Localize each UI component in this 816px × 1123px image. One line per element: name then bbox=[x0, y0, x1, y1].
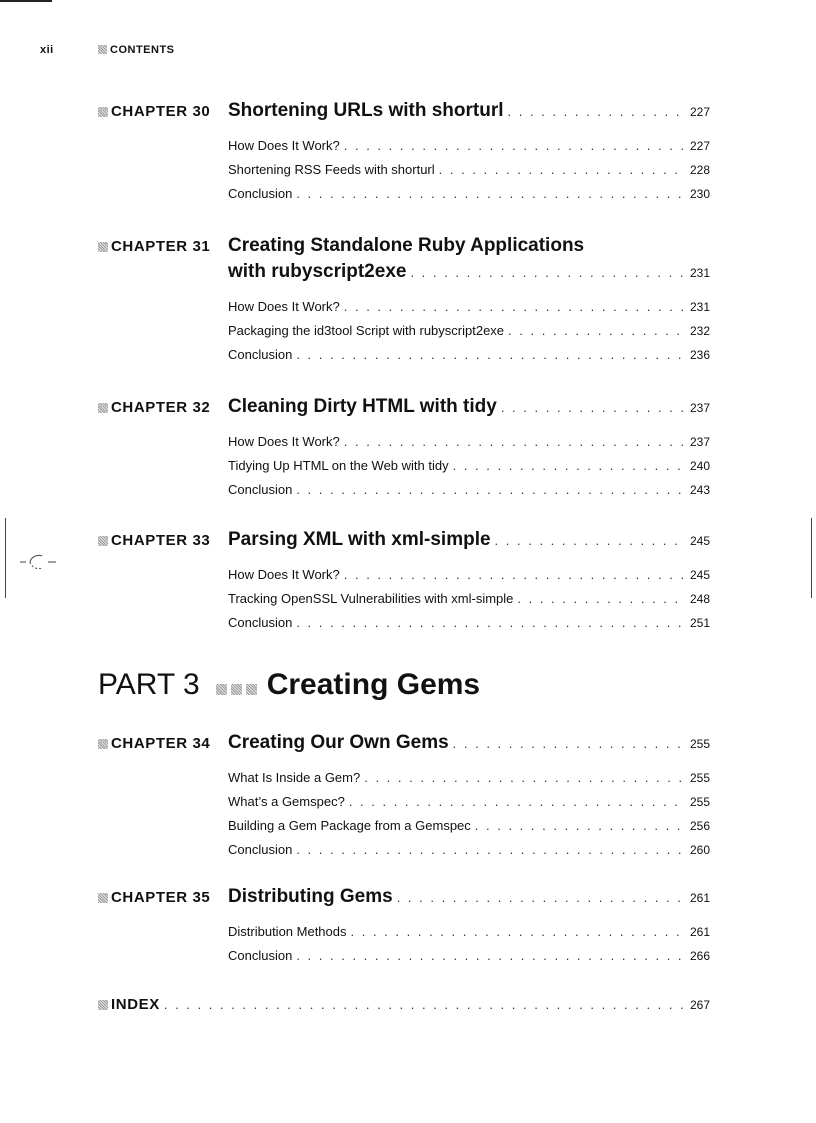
chapter-page: 261 bbox=[689, 891, 710, 905]
chapter-title[interactable]: Cleaning Dirty HTML with tidy bbox=[228, 396, 497, 417]
chapter-title-row[interactable] bbox=[228, 884, 710, 910]
section-entry[interactable]: How Does It Work? . . . 231 bbox=[228, 295, 710, 319]
index-entry[interactable] bbox=[98, 996, 710, 1013]
section-list bbox=[228, 766, 710, 862]
section-entry[interactable]: Conclusion . . . 251 bbox=[228, 611, 710, 635]
section-list bbox=[228, 295, 710, 367]
chapter-page: 237 bbox=[689, 401, 710, 415]
section-list bbox=[228, 920, 710, 968]
index-label[interactable]: INDEX bbox=[98, 996, 160, 1013]
block-ornament-icon bbox=[216, 684, 227, 695]
chapter-33 bbox=[98, 527, 710, 635]
block-ornament-icon bbox=[98, 536, 108, 546]
section-list bbox=[228, 563, 710, 635]
section-entry[interactable]: Tidying Up HTML on the Web with tidy . . . 240 bbox=[228, 454, 710, 478]
part-ornament bbox=[216, 668, 261, 702]
index-page: 267 bbox=[689, 998, 710, 1012]
section-entry[interactable]: Conclusion . . . 236 bbox=[228, 343, 710, 367]
block-ornament-icon bbox=[98, 893, 108, 903]
chapter-title-row[interactable] bbox=[228, 394, 710, 420]
chapter-page: 231 bbox=[689, 266, 710, 280]
registration-mark-icon bbox=[4, 548, 60, 576]
chapter-label: CHAPTER 31 bbox=[98, 238, 228, 255]
dot-leader bbox=[508, 104, 686, 119]
block-ornament-icon bbox=[98, 1000, 108, 1010]
section-entry[interactable]: Conclusion . . . 266 bbox=[228, 944, 710, 968]
chapter-title-row[interactable] bbox=[228, 98, 710, 124]
chapter-31 bbox=[98, 233, 710, 367]
chapter-label: CHAPTER 35 bbox=[98, 889, 228, 906]
section-entry[interactable]: Conclusion . . . 243 bbox=[228, 478, 710, 502]
chapter-label: CHAPTER 30 bbox=[98, 103, 228, 120]
chapter-title-row[interactable] bbox=[228, 730, 710, 756]
section-entry[interactable]: Tracking OpenSSL Vulnerabilities with xml-simple . . . 248 bbox=[228, 587, 710, 611]
header-page-number: xii bbox=[40, 44, 54, 56]
dot-leader bbox=[453, 736, 686, 751]
section-entry[interactable]: Distribution Methods . . . 261 bbox=[228, 920, 710, 944]
chapter-title-row[interactable] bbox=[228, 527, 710, 553]
section-entry[interactable]: Shortening RSS Feeds with shorturl . . . 228 bbox=[228, 158, 710, 182]
section-entry[interactable]: Conclusion . . . 230 bbox=[228, 182, 710, 206]
dot-leader bbox=[495, 533, 686, 548]
dot-leader bbox=[164, 997, 686, 1012]
block-ornament-icon bbox=[98, 403, 108, 413]
section-entry[interactable]: Building a Gem Package from a Gemspec . . . 256 bbox=[228, 814, 710, 838]
part-heading bbox=[98, 668, 480, 702]
chapter-title[interactable]: Creating Our Own Gems bbox=[228, 732, 449, 753]
section-list bbox=[228, 430, 710, 502]
chapter-title[interactable]: Distributing Gems bbox=[228, 886, 393, 907]
dot-leader bbox=[501, 400, 686, 415]
chapter-page: 227 bbox=[689, 105, 710, 119]
section-entry[interactable]: How Does It Work? . . . 237 bbox=[228, 430, 710, 454]
chapter-30 bbox=[98, 98, 710, 206]
section-entry[interactable]: Conclusion . . . 260 bbox=[228, 838, 710, 862]
section-entry[interactable]: What Is Inside a Gem? . . . 255 bbox=[228, 766, 710, 790]
section-list bbox=[228, 134, 710, 206]
dot-leader bbox=[410, 265, 686, 280]
block-ornament-icon bbox=[246, 684, 257, 695]
chapter-34 bbox=[98, 730, 710, 862]
top-crop-line bbox=[0, 0, 52, 2]
chapter-title-row[interactable] bbox=[228, 259, 710, 285]
crop-mark-right bbox=[811, 518, 812, 598]
chapter-title[interactable]: Shortening URLs with shorturl bbox=[228, 100, 504, 121]
block-ornament-icon bbox=[98, 739, 108, 749]
chapter-label: CHAPTER 33 bbox=[98, 532, 228, 549]
section-entry[interactable]: How Does It Work? . . . 245 bbox=[228, 563, 710, 587]
running-header bbox=[40, 44, 175, 56]
chapter-page: 245 bbox=[689, 534, 710, 548]
section-entry[interactable]: Packaging the id3tool Script with rubyscript2exe . . . 232 bbox=[228, 319, 710, 343]
chapter-label: CHAPTER 32 bbox=[98, 399, 228, 416]
block-ornament-icon bbox=[231, 684, 242, 695]
chapter-title-line-1[interactable]: Creating Standalone Ruby Applications bbox=[228, 235, 585, 256]
chapter-label: CHAPTER 34 bbox=[98, 735, 228, 752]
part-title[interactable]: Creating Gems bbox=[266, 668, 481, 701]
chapter-32 bbox=[98, 394, 710, 502]
part-label: PART 3 bbox=[98, 668, 200, 701]
block-ornament-icon bbox=[98, 107, 108, 117]
block-ornament-icon bbox=[98, 45, 107, 54]
section-entry[interactable]: How Does It Work? . . . 227 bbox=[228, 134, 710, 158]
chapter-title[interactable]: Parsing XML with xml-simple bbox=[228, 529, 491, 550]
block-ornament-icon bbox=[98, 242, 108, 252]
chapter-35 bbox=[98, 884, 710, 968]
header-section: CONTENTS bbox=[110, 44, 175, 56]
chapter-title-line-2[interactable]: with rubyscript2exe bbox=[228, 261, 407, 282]
chapter-page: 255 bbox=[689, 737, 710, 751]
section-entry[interactable]: What’s a Gemspec? . . . 255 bbox=[228, 790, 710, 814]
dot-leader bbox=[397, 890, 686, 905]
